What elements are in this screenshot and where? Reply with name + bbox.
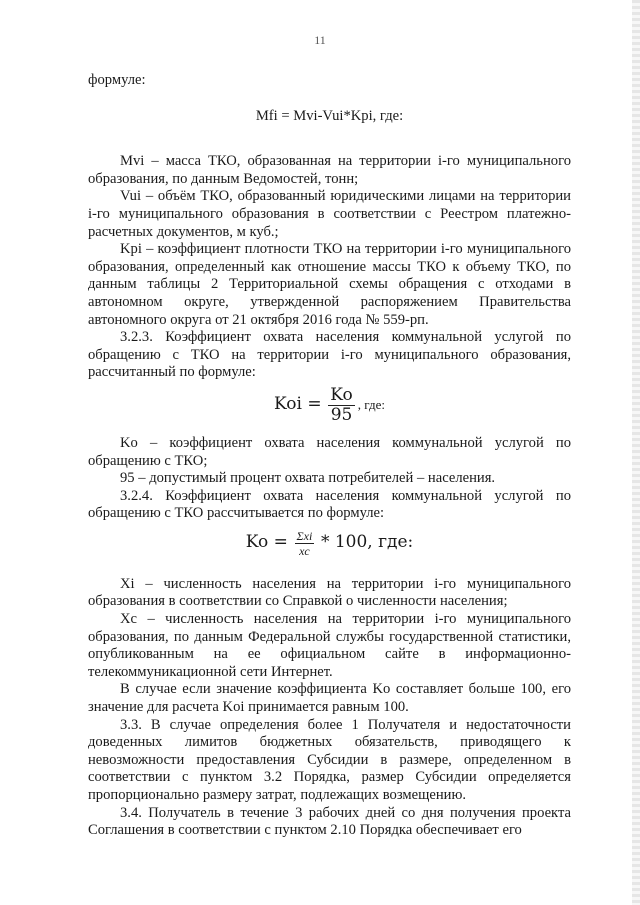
formula-ko-denominator: xc (299, 543, 310, 558)
formula-ko-lhs: Ko = (245, 531, 288, 552)
formula-mfi: Mfi = Mvi-Vui*Kpi, где: (255, 107, 404, 124)
paragraph-3-2-3: 3.2.3. Коэффициент охвата населения коммунальной услугой по обращению с ТКО на территории i-го муниципального образования, рассчитанный по формуле: (88, 329, 571, 381)
page-number: 11 (314, 33, 326, 47)
formula-ko (88, 529, 571, 558)
paragraph-95: 95 – допустимый процент охвата потребителей – населения. (120, 470, 496, 487)
paragraph-3-4: 3.4. Получатель в течение 3 рабочих дней со дня получения проекта Соглашения в соответствии с пунктом 2.10 Порядка обеспечивает его (88, 804, 571, 839)
paragraph-3-3: 3.3. В случае определения более 1 Получателя и недостаточности доведенных лимитов бюджетных обязательств, приводящего к невозможности предоставления Субсидии в размере, определенном в соответствии с пунктом 3.2 Порядка, размер Субсидии определяется пропорционально размеру затрат, подлежащих возмещению. (88, 716, 571, 803)
paragraph-kpi: Kpi – коэффициент плотности ТКО на территории i-го муниципального образования, определенный как отношение массы ТКО к объему ТКО, по данным таблицы 2 Территориальной схемы обращения с отходами в автономном округе, утвержденной распоряжением Правительства автономного округа от 21 октября 2016 года № 559-рп. (88, 241, 571, 328)
paragraph-3-2-4: 3.2.4. Коэффициент охвата населения коммунальной услугой по обращению с ТКО рассчитывается по формуле: (88, 487, 571, 522)
paragraph-ko: Ko – коэффициент охвата населения коммунальной услугой по обращению с ТКО; (88, 434, 571, 469)
document-body (88, 72, 571, 840)
scan-edge (632, 0, 640, 905)
paragraph-mvi: Mvi – масса ТКО, образованная на территории i-го муниципального образования, по данным Ведомостей, тонн; (88, 153, 571, 187)
paragraph-xi: Xi – численность населения на территории i-го муниципального образования в соответствии со Справкой о численности населения; (88, 575, 571, 610)
formula-intro: формуле: (88, 72, 146, 88)
formula-koi-denominator: 95 (330, 404, 353, 425)
formula-koi-numerator: Ko (330, 384, 353, 405)
formula-koi-lhs: Koi = (274, 393, 322, 414)
paragraph-xc: Xc – численность населения на территории i-го муниципального образования, по данным Федеральной службы государственной статистики, опубликованным на ее официальном сайте в информационно-телекоммуникационной сети Интернет. (88, 611, 571, 680)
formula-ko-tail: * 100, где: (320, 531, 414, 552)
formula-koi (88, 386, 571, 425)
paragraph-ko-case: В случае если значение коэффициента Ko составляет больше 100, его значение для расчета Koi принимается равным 100. (88, 681, 571, 716)
formula-koi-tail: , где: (357, 396, 385, 412)
formula-koi-fraction (328, 386, 354, 425)
formula-ko-fraction (295, 529, 315, 558)
formula-ko-numerator: Σxi (296, 528, 313, 543)
paragraph-vui: Vui – объём ТКО, образованный юридическими лицами на территории i-го муниципального образования в соответствии с Реестром платежно-расчетных документов, м куб.; (88, 188, 571, 240)
